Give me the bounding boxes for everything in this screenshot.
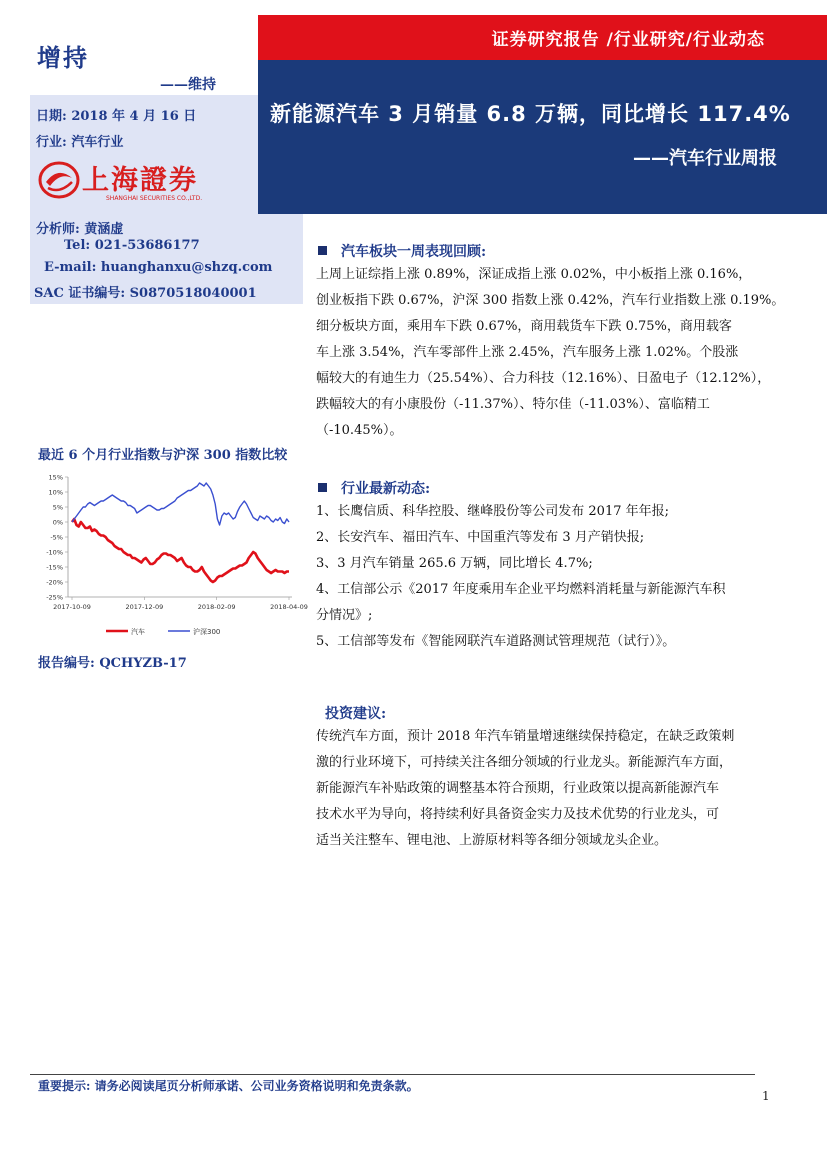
x-tick-label: 2017-10-09 bbox=[53, 603, 91, 611]
report-subtitle: ——汽车行业周报 bbox=[633, 148, 777, 169]
investment-advice-line: 技术水平为导向，将持续利好具备资金实力及技术优势的行业龙头，可 bbox=[316, 807, 720, 822]
industry-news-heading: 行业最新动态: bbox=[318, 478, 430, 498]
y-tick-label: 15% bbox=[48, 473, 63, 482]
weekly-review-line: 创业板指下跌 0.67%，沪深 300 指数上涨 0.42%，汽车行业指数上涨 0.19%。 bbox=[316, 293, 785, 308]
analyst-tel: Tel: 021-53686177 bbox=[64, 238, 200, 253]
category-banner bbox=[258, 15, 827, 60]
series-line-hs300 bbox=[72, 483, 289, 525]
title-panel bbox=[258, 60, 827, 214]
analyst-panel bbox=[30, 214, 303, 304]
report-title: 新能源汽车 3 月销量 6.8 万辆，同比增长 117.4% bbox=[270, 102, 791, 126]
investment-advice-heading: 投资建议: bbox=[325, 706, 387, 722]
chart-title: 最近 6 个月行业指数与沪深 300 指数比较 bbox=[38, 448, 288, 463]
report-number: 报告编号: QCHYZB-17 bbox=[38, 656, 187, 671]
news-item: 3、3 月汽车销量 265.6 万辆，同比增长 4.7%; bbox=[316, 556, 593, 571]
y-tick-label: -15% bbox=[46, 563, 63, 572]
page-number: 1 bbox=[762, 1089, 770, 1103]
bullet-square-icon bbox=[318, 483, 327, 492]
analyst-name: 分析师: 黄涵虚 bbox=[36, 222, 124, 237]
investment-advice-line: 新能源汽车补贴政策的调整基本符合预期，行业政策以提高新能源汽车 bbox=[316, 781, 720, 796]
weekly-review-line: 细分板块方面，乘用车下跌 0.67%，商用载货车下跌 0.75%，商用载客 bbox=[316, 319, 732, 334]
investment-advice-text bbox=[316, 724, 734, 854]
report-date: 日期: 2018 年 4 月 16 日 bbox=[36, 109, 197, 124]
industry-news-list bbox=[316, 499, 726, 655]
weekly-review-line: 幅较大的有迪生力（25.54%）、合力科技（12.16%）、日盈电子（12.12%）， bbox=[316, 371, 771, 386]
news-item: 5、工信部等发布《智能网联汽车道路测试管理规范（试行）》。 bbox=[316, 634, 676, 649]
investment-advice-line: 传统汽车方面，预计 2018 年汽车销量增速继续保持稳定，在缺乏政策刺 bbox=[316, 729, 735, 744]
weekly-review-line: 跌幅较大的有小康股份（-11.37%）、特尔佳（-11.03%）、富临精工 bbox=[316, 397, 710, 412]
y-tick-label: 5% bbox=[52, 503, 63, 512]
y-tick-label: 10% bbox=[48, 488, 63, 497]
logo-en-text: SHANGHAI SECURITIES CO.,LTD. bbox=[106, 195, 203, 202]
weekly-review-line: 车上涨 3.54%，汽车零部件上涨 2.45%，汽车服务上涨 1.02%。个股涨 bbox=[316, 345, 739, 360]
index-comparison-chart bbox=[30, 465, 308, 645]
company-logo bbox=[36, 158, 226, 208]
industry-label: 行业: 汽车行业 bbox=[36, 135, 124, 150]
footer-divider bbox=[30, 1074, 755, 1075]
y-tick-label: -20% bbox=[46, 578, 63, 587]
x-tick-label: 2018-04-09 bbox=[270, 603, 308, 611]
logo-text: 上海證券 bbox=[82, 165, 198, 196]
weekly-review-line: （-10.45%）。 bbox=[316, 423, 403, 438]
bullet-square-icon bbox=[318, 246, 327, 255]
y-tick-label: -5% bbox=[50, 533, 63, 542]
weekly-review-heading: 汽车板块一周表现回顾: bbox=[318, 241, 486, 261]
rating-label: 增持 bbox=[37, 43, 89, 72]
weekly-review-text bbox=[316, 262, 784, 444]
legend-label: 沪深300 bbox=[193, 628, 221, 636]
footer-notice: 重要提示: 请务必阅读尾页分析师承诺、公司业务资格说明和免责条款。 bbox=[38, 1079, 419, 1093]
investment-advice-line: 适当关注整车、锂电池、上游原材料等各细分领域龙头企业。 bbox=[316, 833, 668, 848]
news-item: 分情况》; bbox=[316, 608, 373, 623]
series-line-auto bbox=[72, 519, 289, 582]
news-item: 2、长安汽车、福田汽车、中国重汽等发布 3 月产销快报; bbox=[316, 530, 645, 545]
weekly-review-line: 上周上证综指上涨 0.89%，深证成指上涨 0.02%，中小板指上涨 0.16%， bbox=[316, 267, 752, 282]
rating-sub-label: ——维持 bbox=[160, 77, 216, 93]
x-tick-label: 2018-02-09 bbox=[197, 603, 236, 611]
y-tick-label: -10% bbox=[46, 548, 63, 557]
y-tick-label: 0% bbox=[52, 518, 63, 527]
investment-advice-line: 激的行业环境下，可持续关注各细分领域的行业龙头。新能源汽车方面， bbox=[316, 755, 733, 770]
news-item: 4、工信部公示《2017 年度乘用车企业平均燃料消耗量与新能源汽车积 bbox=[316, 582, 726, 597]
x-tick-label: 2017-12-09 bbox=[125, 603, 164, 611]
news-item: 1、长鹰信质、科华控股、继峰股份等公司发布 2017 年年报; bbox=[316, 504, 669, 519]
analyst-email: E-mail: huanghanxu@shzq.com bbox=[44, 260, 273, 275]
analyst-sac: SAC 证书编号: S0870518040001 bbox=[34, 286, 257, 301]
y-tick-label: -25% bbox=[46, 593, 63, 602]
category-text: 证券研究报告 /行业研究/行业动态 bbox=[491, 30, 765, 50]
legend-label: 汽车 bbox=[131, 628, 145, 636]
